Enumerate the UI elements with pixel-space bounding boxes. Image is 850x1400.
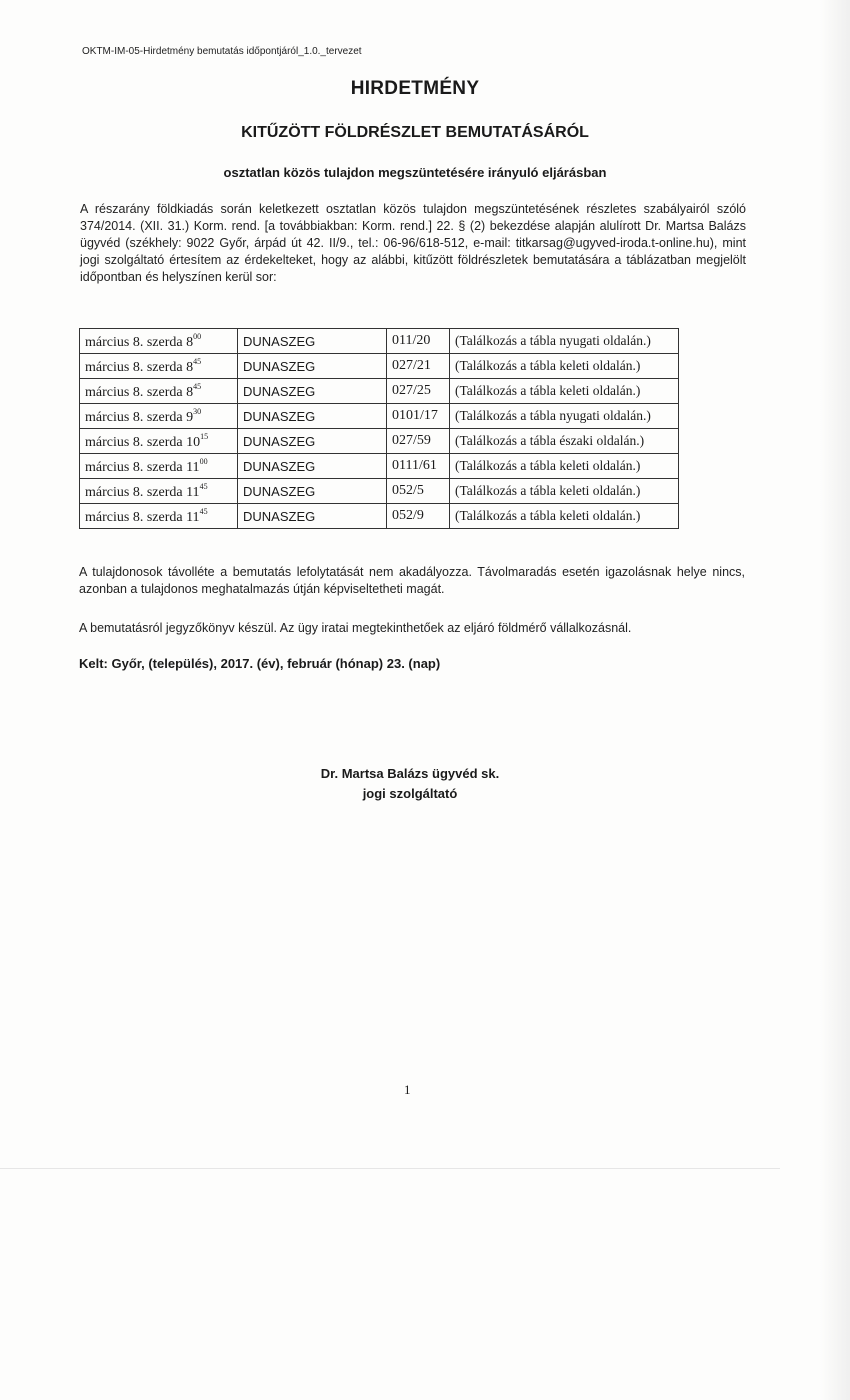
- page-title: HIRDETMÉNY: [350, 78, 480, 99]
- absence-paragraph: A tulajdonosok távolléte a bemutatás lefolytatását nem akadályozza. Távolmaradás esetén igazolásnak helye nincs, azonban a tulajdonos meghatalmazás útján képviseltetheti magát.: [79, 565, 745, 596]
- table-row: [80, 404, 679, 429]
- cell-lot-number: 052/9: [387, 504, 450, 529]
- signatory-name: Dr. Martsa Balázs ügyvéd sk.: [320, 766, 500, 781]
- table-row: [80, 429, 679, 454]
- time-minutes: 45: [199, 506, 208, 516]
- cell-date: [80, 454, 238, 479]
- cell-lot-number: 0101/17: [387, 404, 450, 429]
- date-text: március 8. szerda 8: [85, 334, 194, 350]
- date-text: március 8. szerda 11: [85, 509, 200, 525]
- time-minutes: 45: [193, 381, 202, 391]
- cell-place: DUNASZEG: [238, 504, 387, 529]
- cell-lot-number: 027/21: [387, 354, 450, 379]
- table-row: [80, 379, 679, 404]
- table-row: [80, 479, 679, 504]
- cell-date: [80, 479, 238, 504]
- cell-date: [80, 504, 238, 529]
- table-row: [80, 354, 679, 379]
- cell-date: [80, 329, 238, 354]
- time-minutes: 00: [199, 456, 208, 466]
- date-text: március 8. szerda 11: [85, 459, 200, 475]
- cell-meeting-note: (Találkozás a tábla keleti oldalán.): [450, 504, 679, 529]
- cell-lot-number: 0111/61: [387, 454, 450, 479]
- cell-meeting-note: (Találkozás a tábla keleti oldalán.): [450, 379, 679, 404]
- cell-meeting-note: (Találkozás a tábla nyugati oldalán.): [450, 329, 679, 354]
- date-text: március 8. szerda 10: [85, 434, 201, 450]
- document-id: OKTM-IM-05-Hirdetmény bemutatás időpontjáról_1.0._tervezet: [82, 46, 362, 57]
- cell-date: [80, 404, 238, 429]
- cell-meeting-note: (Találkozás a tábla nyugati oldalán.): [450, 404, 679, 429]
- cell-meeting-note: (Találkozás a tábla északi oldalán.): [450, 429, 679, 454]
- date-place-line: Kelt: Győr, (település), 2017. (év), február (hónap) 23. (nap): [79, 656, 441, 671]
- cell-meeting-note: (Találkozás a tábla keleti oldalán.): [450, 454, 679, 479]
- cell-lot-number: 027/59: [387, 429, 450, 454]
- date-text: március 8. szerda 11: [85, 484, 200, 500]
- cell-place: DUNASZEG: [238, 379, 387, 404]
- table-row: [80, 454, 679, 479]
- cell-date: [80, 354, 238, 379]
- time-minutes: 30: [193, 406, 202, 416]
- minutes-paragraph: A bemutatásról jegyzőkönyv készül. Az ügy iratai megtekinthetőek az eljáró földmérő vállalkozásnál.: [79, 621, 632, 635]
- cell-lot-number: 052/5: [387, 479, 450, 504]
- time-minutes: 15: [200, 431, 209, 441]
- scan-shadow-edge: [820, 0, 850, 1400]
- cell-lot-number: 011/20: [387, 329, 450, 354]
- table-row: [80, 504, 679, 529]
- cell-place: DUNASZEG: [238, 404, 387, 429]
- time-minutes: 45: [193, 356, 202, 366]
- page-number: 1: [404, 1082, 411, 1097]
- time-minutes: 00: [193, 331, 202, 341]
- date-text: március 8. szerda 9: [85, 409, 194, 425]
- cell-place: DUNASZEG: [238, 479, 387, 504]
- cell-date: [80, 379, 238, 404]
- time-minutes: 45: [199, 481, 208, 491]
- cell-place: DUNASZEG: [238, 429, 387, 454]
- date-text: március 8. szerda 8: [85, 359, 194, 375]
- schedule-table: [79, 328, 679, 529]
- cell-place: DUNASZEG: [238, 454, 387, 479]
- table-row: [80, 329, 679, 354]
- signatory-role: jogi szolgáltató: [362, 786, 458, 801]
- cell-place: DUNASZEG: [238, 329, 387, 354]
- cell-lot-number: 027/25: [387, 379, 450, 404]
- scan-artifact-line: [0, 1168, 780, 1169]
- procedure-subtitle: osztatlan közös tulajdon megszüntetésére irányuló eljárásban: [223, 165, 607, 180]
- cell-date: [80, 429, 238, 454]
- cell-place: DUNASZEG: [238, 354, 387, 379]
- cell-meeting-note: (Találkozás a tábla keleti oldalán.): [450, 479, 679, 504]
- date-text: március 8. szerda 8: [85, 384, 194, 400]
- intro-paragraph: A részarány földkiadás során keletkezett osztatlan közös tulajdon megszüntetésének részletes szabályairól szóló 374/2014. (XII. 31.) Korm. rend. [a továbbiakban: Korm. rend.] 22. § (2) bekezdése alapján alulírott Dr. Martsa Balázs ügyvéd (székhely: 9022 Győr, árpád út 42. II/9., tel.: 06-96/618-512, e-mail: titkarsag@ugyved-iroda.t-online.hu), mint jogi szolgáltató értesítem az érdekelteket, hogy az alábbi, kitűzött földrészletek bemutatására a táblázatban megjelölt időpontban és helyszínen kerül sor:: [80, 202, 746, 284]
- page-subtitle: KITŰZÖTT FÖLDRÉSZLET BEMUTATÁSÁRÓL: [241, 124, 589, 141]
- cell-meeting-note: (Találkozás a tábla keleti oldalán.): [450, 354, 679, 379]
